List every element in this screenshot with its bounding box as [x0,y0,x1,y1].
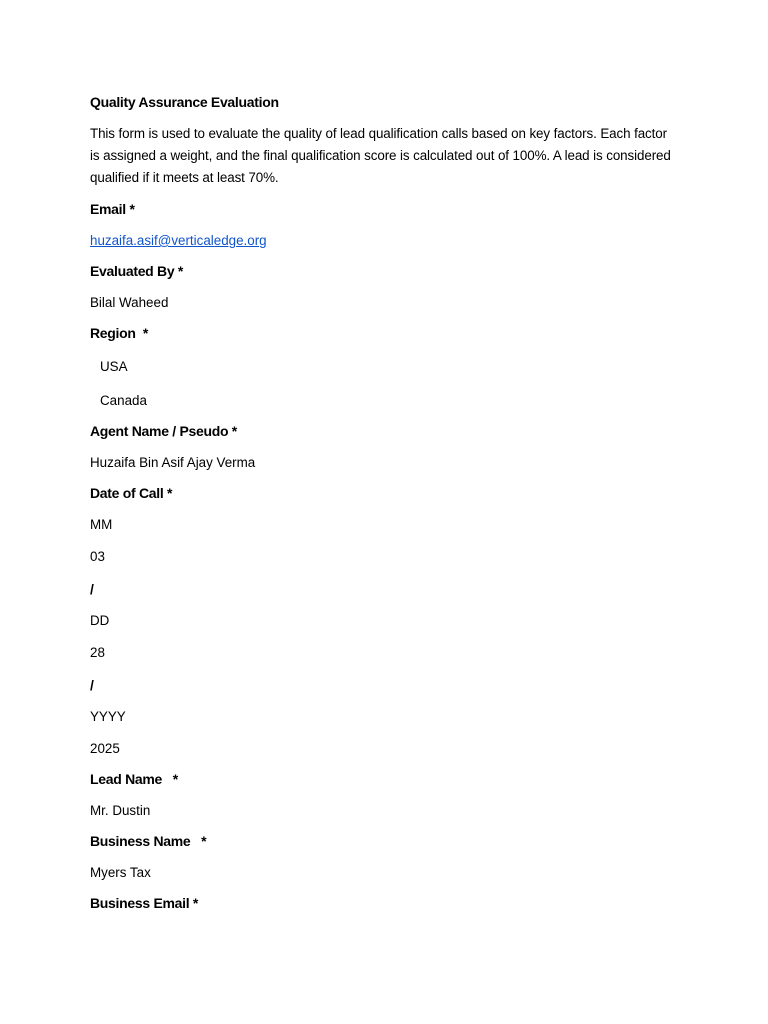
month-field[interactable]: 03 [90,549,105,564]
month-label: MM [90,517,113,532]
form-description: This form is used to evaluate the quality of lead qualification calls based on key factors. Each factor is assigned a weight, and the final qualification score is calculated out of 100%. A lead is considered qualified if it meets at least 70%. [90,126,671,185]
lead-name-label: Lead Name * [90,771,178,787]
qa-evaluation-form [90,92,680,913]
business-name-label: Business Name * [90,833,207,849]
region-label: Region * [90,325,148,341]
business-email-label: Business Email * [90,895,199,911]
business-name-field[interactable]: Myers Tax [90,865,151,880]
form-title: Quality Assurance Evaluation [90,94,279,110]
lead-name-field[interactable]: Mr. Dustin [90,803,151,818]
region-option-canada[interactable]: Canada [100,393,147,408]
email-label: Email * [90,201,135,217]
date-separator: / [90,581,94,597]
email-link[interactable]: huzaifa.asif@verticaledge.org [90,233,267,248]
year-label: YYYY [90,709,126,724]
year-field[interactable]: 2025 [90,741,120,756]
evaluated-by-field[interactable]: Bilal Waheed [90,295,169,310]
day-field[interactable]: 28 [90,645,105,660]
date-of-call-label: Date of Call * [90,485,173,501]
agent-name-label: Agent Name / Pseudo * [90,423,237,439]
agent-name-field[interactable]: Huzaifa Bin Asif Ajay Verma [90,455,256,470]
evaluated-by-label: Evaluated By * [90,263,184,279]
day-label: DD [90,613,110,628]
region-option-usa[interactable]: USA [100,359,128,374]
email-field[interactable] [90,231,680,251]
date-separator: / [90,677,94,693]
